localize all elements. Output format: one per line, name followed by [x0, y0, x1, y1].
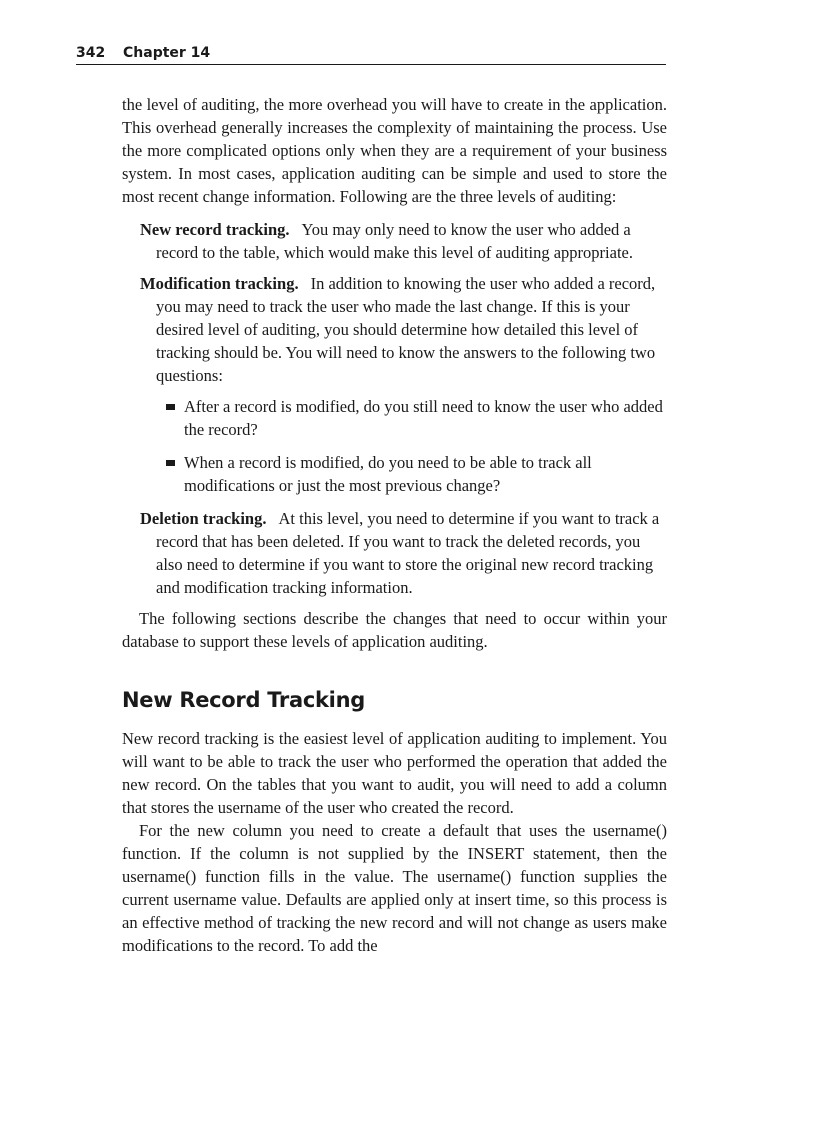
list-item: [184, 395, 667, 441]
list-item-text: When a record is modified, do you need to be able to track all modifications or just the most previous change?: [184, 453, 592, 495]
chapter-title: Chapter 14: [123, 45, 211, 61]
definition-term: Modification tracking.: [140, 274, 299, 293]
square-bullet-icon: [166, 460, 175, 466]
definition-new-record-tracking: [140, 218, 667, 264]
definition-modification-tracking: [140, 272, 667, 497]
definition-deletion-tracking: [140, 507, 667, 599]
following-paragraph: The following sections describe the changes that need to occur within your database to support these levels of application auditing.: [122, 609, 667, 651]
definition-text: At this level, you need to determine if you want to track a record that has been deleted. If you want to track the deleted records, you also need to determine if you want to store the original new record tracking and modification tracking information.: [156, 509, 660, 597]
auditing-levels-list: [140, 218, 667, 599]
section-paragraph: New record tracking is the easiest level of application auditing to implement. You will want to be able to track the user who performed the operation that added the new record. On the tables that you want to audit, you will need to add a column that stores the username of the user who created the record.: [122, 729, 667, 817]
list-item: [184, 451, 667, 497]
page-body: [122, 93, 667, 957]
definition-term: Deletion tracking.: [140, 509, 267, 528]
square-bullet-icon: [166, 404, 175, 410]
definition-text: In addition to knowing the user who added a record, you may need to track the user who made the last change. If this is your desired level of auditing, you should determine how detailed this level of tracking should be. You will need to know the answers to the following two questions:: [156, 274, 656, 385]
list-item-text: After a record is modified, do you still need to know the user who added the record?: [184, 397, 663, 439]
section-paragraph: For the new column you need to create a default that uses the username() function. If the column is not supplied by the INSERT statement, then the username() function fills in the value. The username() function supplies the current username value. Defaults are applied only at insert time, so this process is an effective method of tracking the new record and will not change as users make modifications to the record. To add the: [122, 821, 667, 955]
intro-paragraph: the level of auditing, the more overhead you will have to create in the application. This overhead generally increases the complexity of maintaining the process. Use the more complicated options only when they are a requirement of your business system. In most cases, application auditing can be simple and used to store the most recent change information. Following are the three levels of auditing:: [122, 95, 667, 206]
question-list: [156, 395, 667, 497]
definition-text: You may only need to know the user who added a record to the table, which would make this level of auditing appropriate.: [156, 220, 633, 262]
running-header: [76, 46, 666, 65]
page-number: 342: [76, 45, 106, 61]
definition-term: New record tracking.: [140, 220, 290, 239]
section-heading: New Record Tracking: [122, 688, 365, 712]
